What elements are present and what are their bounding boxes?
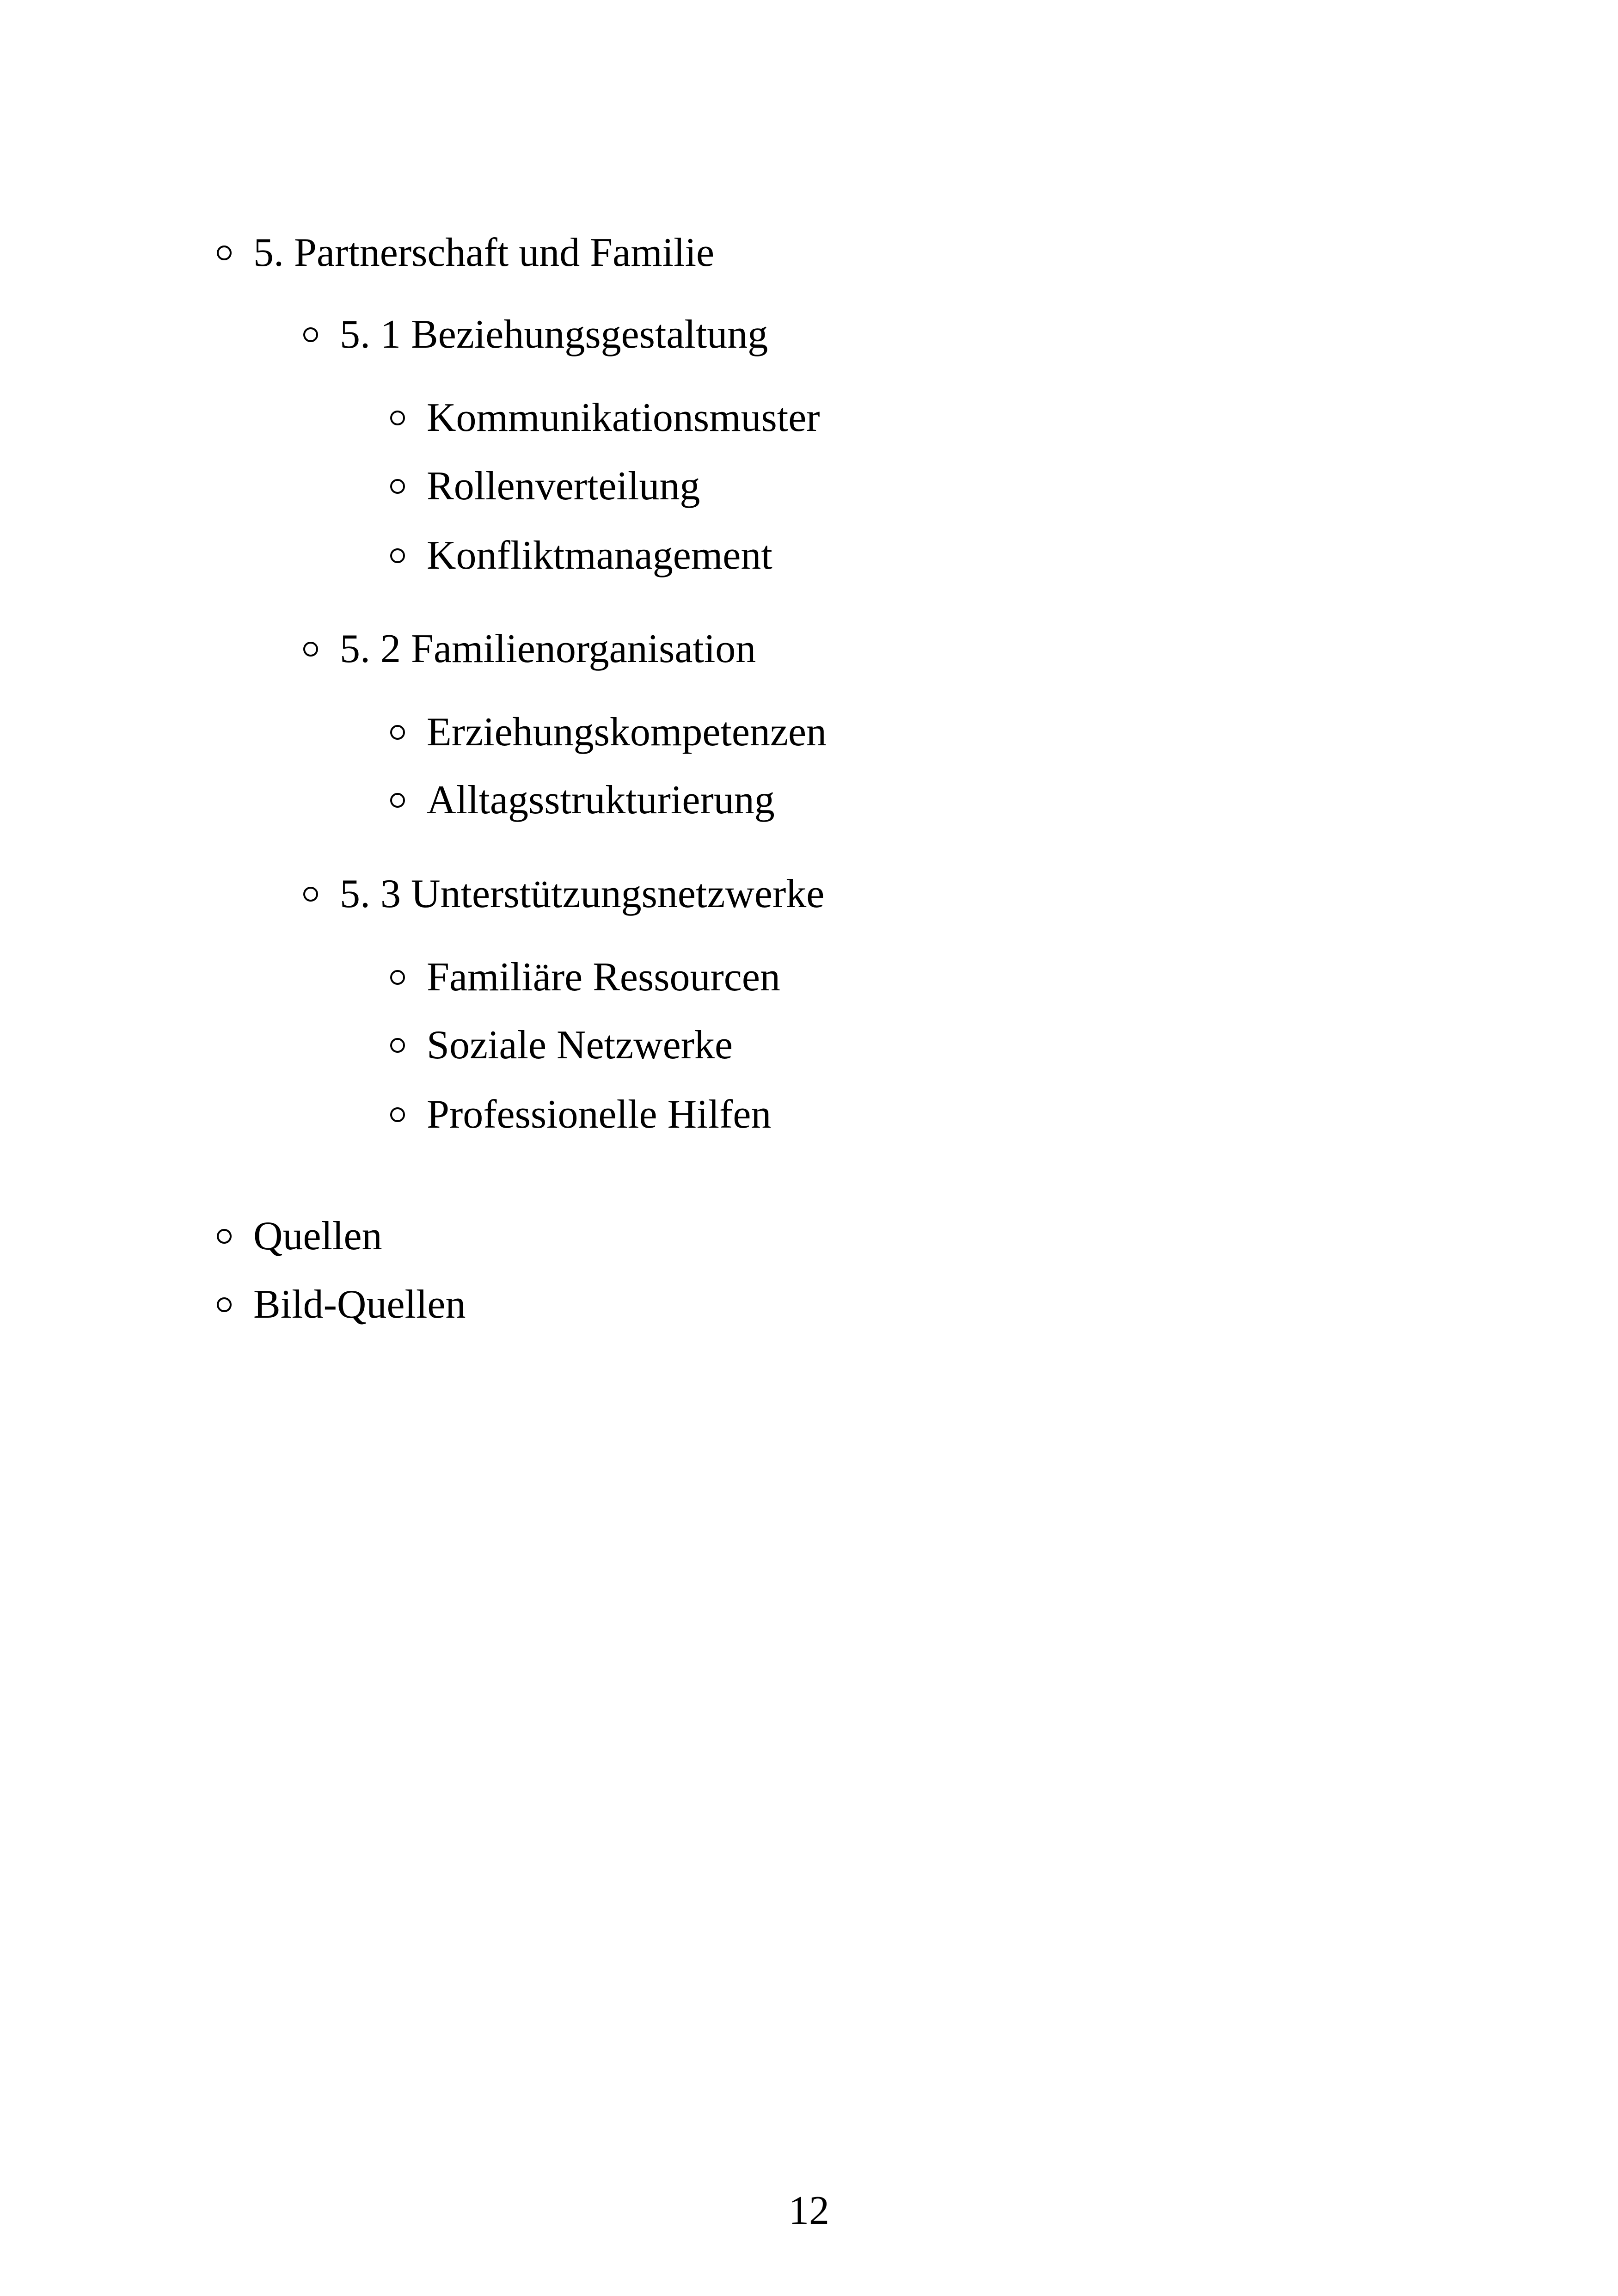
hollow-circle-bullet-icon [303, 327, 318, 342]
outline-item-unterstuetzungsnetzwerke [303, 874, 824, 915]
outline-item-label: Rollenverteilung [427, 464, 700, 509]
hollow-circle-bullet-icon [390, 793, 405, 808]
hollow-circle-bullet-icon [217, 1297, 232, 1312]
outline-item-label: Erziehungskompetenzen [427, 710, 827, 755]
hollow-circle-bullet-icon [390, 548, 405, 563]
page-number: 12 [789, 2188, 829, 2233]
outline-item-label: 5. 3 Unterstützungsnetzwerke [340, 872, 825, 916]
outline-item-partnerschaft-und-familie [217, 230, 715, 275]
outline-item-kommunikationsmuster [390, 395, 820, 440]
outline-item-label: Soziale Netzwerke [427, 1023, 733, 1068]
outline-item-professionelle-hilfen [390, 1094, 771, 1135]
hollow-circle-bullet-icon [390, 1107, 405, 1122]
hollow-circle-bullet-icon [390, 411, 405, 425]
outline-item-label: Bild-Quellen [253, 1282, 466, 1327]
outline-item-label: 5. 1 Beziehungsgestaltung [340, 312, 768, 357]
outline-item-rollenverteilung [390, 466, 700, 507]
outline-item-label: Konfliktmanagement [427, 533, 772, 578]
outline-item-alltagsstrukturierung [390, 780, 775, 821]
outline-item-label: Professionelle Hilfen [427, 1092, 772, 1137]
hollow-circle-bullet-icon [217, 1229, 232, 1244]
outline-item-erziehungskompetenzen [390, 712, 827, 753]
hollow-circle-bullet-icon [390, 1038, 405, 1053]
hollow-circle-bullet-icon [217, 246, 232, 260]
hollow-circle-bullet-icon [390, 725, 405, 740]
outline-item-label: 5. 2 Familienorganisation [340, 626, 756, 671]
outline-item-familienorganisation [303, 626, 756, 671]
outline-item-label: Familiäre Ressourcen [427, 955, 780, 1000]
hollow-circle-bullet-icon [303, 887, 318, 902]
hollow-circle-bullet-icon [390, 479, 405, 494]
outline-item-label: Alltagsstrukturierung [427, 778, 775, 823]
outline-item-familiaere-ressourcen [390, 957, 780, 998]
outline-item-label: Quellen [253, 1214, 382, 1259]
outline-item-bild-quellen [217, 1284, 466, 1325]
outline-item-beziehungsgestaltung [303, 314, 768, 355]
hollow-circle-bullet-icon [303, 642, 318, 657]
outline-item-quellen [217, 1216, 382, 1257]
outline-item-soziale-netzwerke [390, 1025, 733, 1066]
outline-item-konfliktmanagement [390, 535, 772, 576]
hollow-circle-bullet-icon [390, 970, 405, 985]
outline-item-label: 5. Partnerschaft und Familie [253, 230, 715, 275]
outline-item-label: Kommunikationsmuster [427, 395, 820, 440]
